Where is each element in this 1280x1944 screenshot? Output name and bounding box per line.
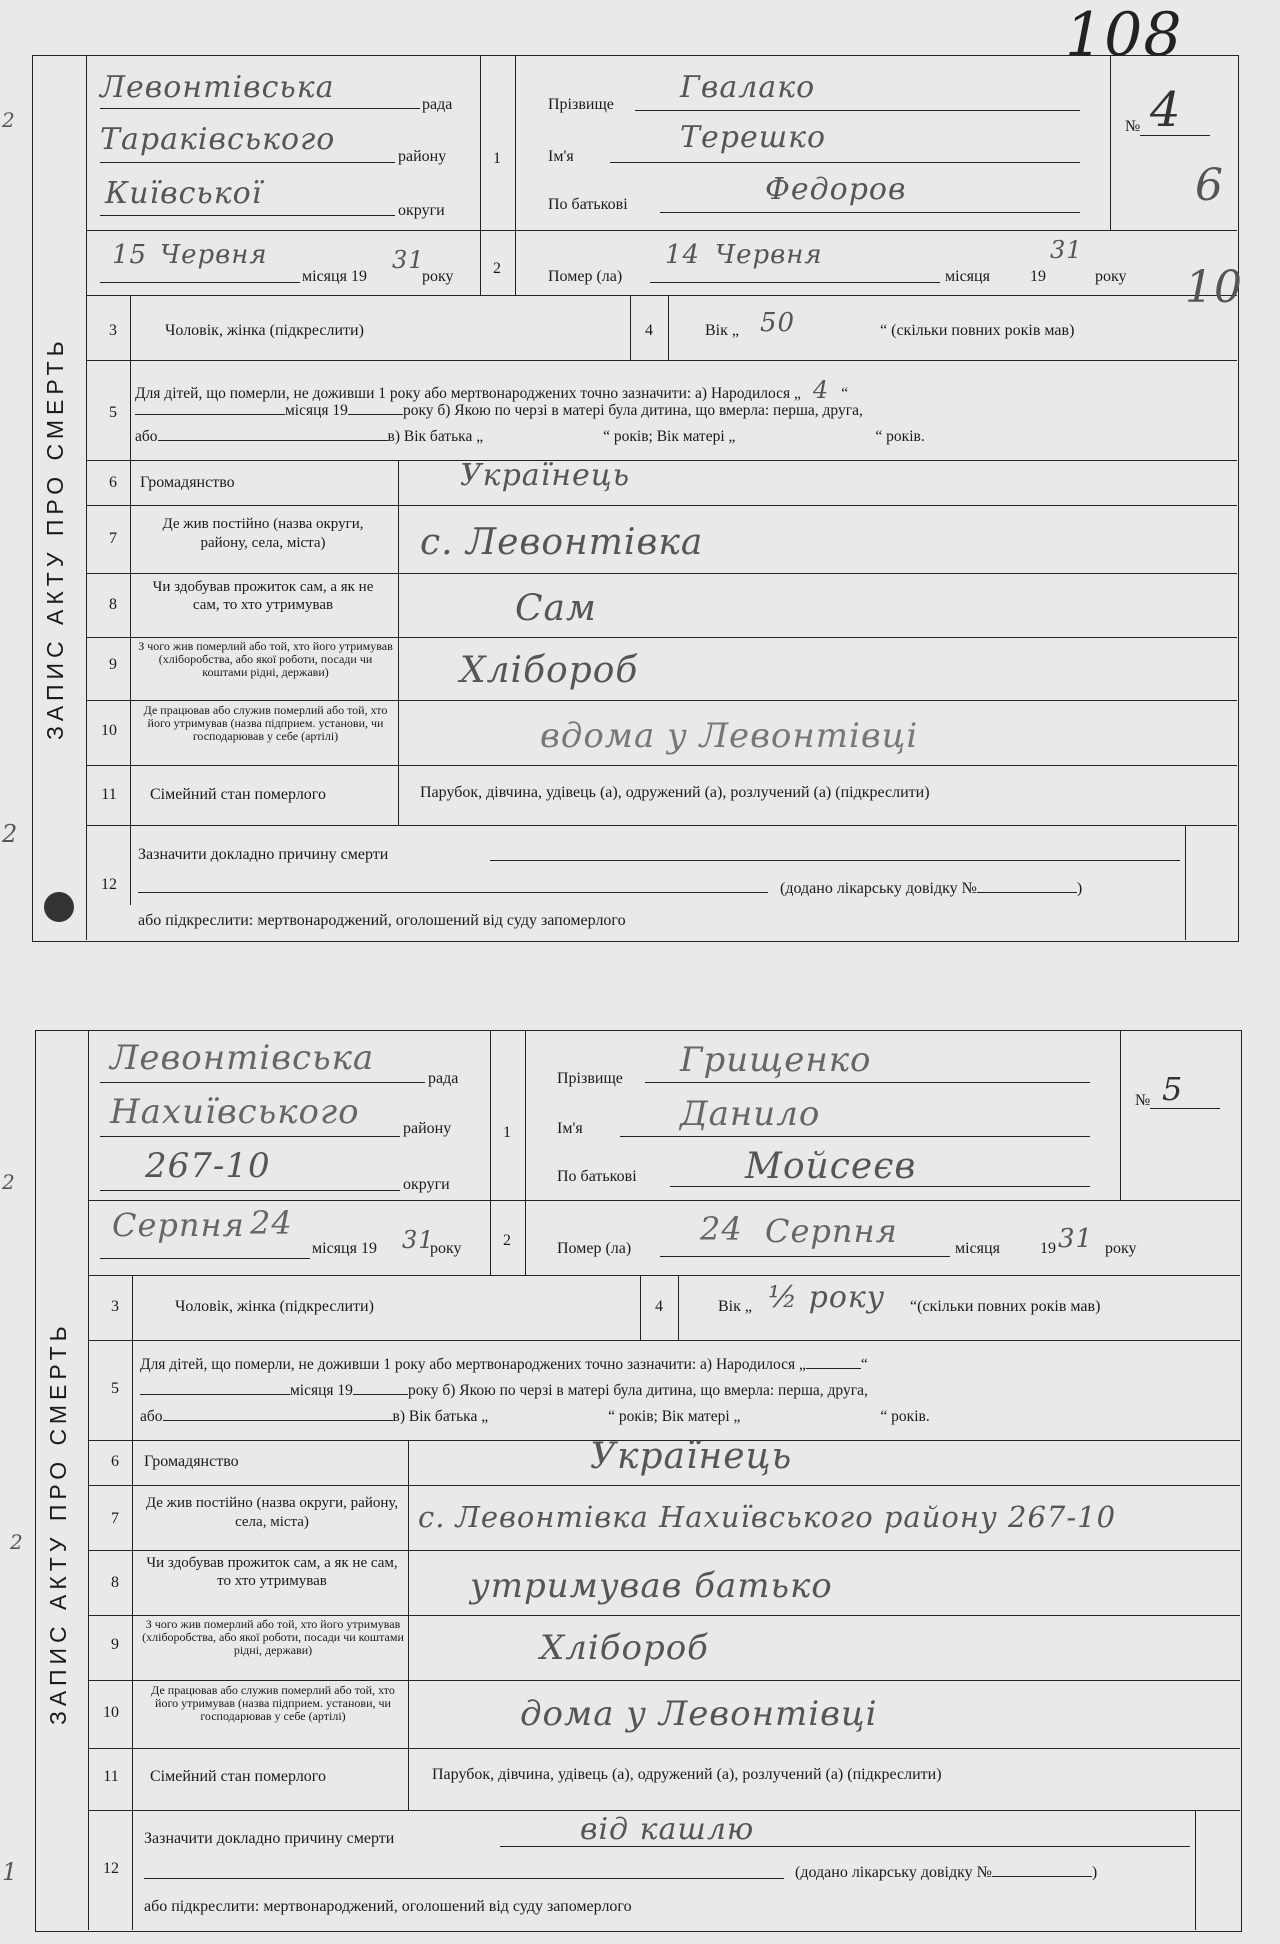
citizenship-label: Громадянство (140, 474, 235, 491)
residence-label: Де жив постійно (назва округи, району, села, міста) (145, 1495, 399, 1530)
stamp-icon (44, 892, 74, 922)
reg-month: Червня (160, 240, 268, 270)
surname-label: Прізвище (548, 96, 614, 113)
row5-text-3: або в) Вік батька „ “ років; Вік матері „ “ років. (140, 1408, 930, 1425)
death-year: 31 (1058, 1224, 1094, 1254)
citizenship-label: Громадянство (144, 1453, 239, 1470)
death-label: Помер (ла) (557, 1240, 632, 1257)
okruh-label: округи (398, 202, 445, 219)
record-number: 5 (1162, 1070, 1184, 1108)
age-value: ½ року (768, 1280, 886, 1315)
age-label: Вік „ (718, 1298, 752, 1315)
council-label: рада (422, 96, 453, 113)
residence-value: с. Левонтівка Нахиївського району 267-10 (418, 1500, 1117, 1534)
residence-label: Де жив постійно (назва округи, району, села, міста) (162, 516, 364, 551)
row-number: 10 (103, 1704, 119, 1721)
row-number: 2 (493, 260, 501, 277)
row-number: 4 (655, 1298, 663, 1315)
death-year-label: року (1095, 268, 1127, 285)
row5-text-2: місяця 19 року б) Якою по черзі в матері була дитина, що вмерла: перша, друга, (135, 402, 863, 420)
age-value: 50 (760, 308, 796, 338)
occupation-label: З чого жив померлий або той, хто його утримував (хліборобства, або якої роботи, посади чи коштами рідні, держави) (138, 639, 393, 679)
margin-note: 2 (10, 1530, 24, 1554)
sex-label: Чоловік, жінка (підкреслити) (165, 322, 364, 339)
row-number: 7 (111, 1510, 119, 1527)
patronymic-value: Федоров (765, 172, 907, 207)
reg-day: 15 (112, 240, 148, 270)
cause-value: від кашлю (580, 1812, 755, 1847)
workplace-label: Де працював або служив померлий або той, хто його утримував (назва підприем. установи, чи господарював у себе (артілі) (151, 1683, 395, 1723)
born-mark: 4 (812, 376, 830, 404)
occupation-value: Хлібороб (540, 1628, 709, 1668)
sex-label: Чоловік, жінка (підкреслити) (175, 1298, 374, 1315)
cause-alt: або підкреслити: мертвонароджений, оголошений від суду запомерлого (144, 1898, 632, 1915)
margin-mark: 6 (1195, 160, 1224, 211)
district-label: району (403, 1120, 452, 1137)
workplace-value: вдома у Левонтівці (540, 716, 919, 756)
marital-value: Парубок, дівчина, удівець (а), одружений (а), розлучений (а) (підкреслити) (420, 784, 930, 801)
death-month: Серпня (765, 1212, 898, 1250)
margin-note: 2 (2, 820, 19, 848)
death-day: 14 (665, 240, 701, 270)
margin-note: 1 (2, 1858, 19, 1886)
surname-value: Грищенко (680, 1040, 872, 1080)
occupation-label: З чого жив померлий або той, хто його утримував (хліборобства, або якої роботи, посади чи коштами рідні, держави) (142, 1617, 404, 1657)
row-number: 1 (503, 1124, 511, 1141)
record-no-label: № (1125, 118, 1141, 135)
marital-value: Парубок, дівчина, удівець (а), одружений (а), розлучений (а) (підкреслити) (432, 1766, 942, 1783)
okruh-value: Київської (105, 176, 263, 211)
reg-month-label: місяця 19 (312, 1240, 377, 1257)
age-label: Вік „ (705, 322, 739, 339)
patronymic-value: Мойсеєв (745, 1146, 917, 1187)
reg-year: 31 (392, 246, 425, 274)
citizenship-value: Українець (460, 458, 631, 493)
reg-month: Серпня (112, 1206, 245, 1244)
livelihood-label: Чи здобував прожиток сам, а як не сам, то хто утримував (146, 1555, 398, 1589)
death-month-label: місяця (955, 1240, 1000, 1257)
age-note: “ (скільки повних років мав) (880, 322, 1075, 339)
row-number: 2 (503, 1232, 511, 1249)
row-number: 12 (103, 1860, 119, 1877)
district-label: району (398, 148, 447, 165)
row-number: 4 (645, 322, 653, 339)
patronymic-label: По батькові (548, 196, 628, 213)
row5-text-3: або в) Вік батька „ “ років; Вік матері „ “ років. (135, 428, 925, 445)
citizenship-value: Українець (590, 1436, 793, 1477)
reg-year-label: року (430, 1240, 462, 1257)
reg-year: 31 (402, 1226, 435, 1254)
row-number: 8 (111, 1574, 119, 1591)
name-label: Ім'я (548, 148, 574, 165)
council-value: Левонтівська (100, 70, 335, 105)
row-number: 8 (109, 596, 117, 613)
row5-text-1: Для дітей, що померли, не доживши 1 року або мертвонароджених точно зазначити: а) Народилося „ “ (140, 1356, 868, 1373)
patronymic-label: По батькові (557, 1168, 637, 1185)
district-value: Нахиївського (110, 1092, 360, 1132)
row-number: 3 (111, 1298, 119, 1315)
record-title: ЗАПИС АКТУ ПРО СМЕРТЬ (42, 336, 68, 740)
workplace-label: Де працював або служив померлий або той, хто його утримував (назва підприем. установи, чи господарював у себе (артілі) (143, 703, 388, 743)
cause-label: Зазначити докладно причину смерти (144, 1830, 395, 1847)
death-year-prefix: 19 (1040, 1240, 1056, 1257)
workplace-value: дома у Левонтівці (520, 1694, 878, 1734)
row5-text-1: Для дітей, що померли, не доживши 1 року або мертвонароджених точно зазначити: а) Народилося „ 4 “ (135, 376, 849, 404)
residence-value: с. Левонтівка (420, 522, 704, 563)
row-number: 10 (101, 722, 117, 739)
record-title: ЗАПИС АКТУ ПРО СМЕРТЬ (45, 1321, 71, 1725)
okruh-value: 267-10 (145, 1146, 271, 1186)
row-number: 6 (111, 1453, 119, 1470)
council-value: Левонтівська (110, 1038, 375, 1078)
row5-text-2: місяця 19 року б) Якою по черзі в матері була дитина, що вмерла: перша, друга, (140, 1382, 868, 1400)
surname-label: Прізвище (557, 1070, 623, 1087)
surname-value: Гвалако (680, 70, 816, 105)
livelihood-value: утримував батько (470, 1566, 833, 1606)
cause-label: Зазначити докладно причину смерти (138, 846, 389, 863)
death-label: Помер (ла) (548, 268, 623, 285)
okruh-label: округи (403, 1176, 450, 1193)
name-value: Терешко (680, 120, 827, 155)
council-label: рада (428, 1070, 459, 1087)
name-label: Ім'я (557, 1120, 583, 1137)
livelihood-label: Чи здобував прожиток сам, а як не сам, то хто утримував (152, 579, 374, 613)
death-month-label: місяця (945, 268, 990, 285)
row-number: 7 (109, 530, 117, 547)
death-year-label: року (1105, 1240, 1137, 1257)
row-number: 11 (101, 786, 117, 803)
row-number: 12 (101, 876, 117, 893)
row-number: 5 (109, 404, 117, 421)
marital-label: Сімейний стан померлого (150, 786, 326, 803)
row-number: 6 (109, 474, 117, 491)
reg-day: 24 (250, 1204, 293, 1242)
cause-cert: (додано лікарську довідку № ) (780, 880, 1083, 897)
reg-month-label: місяця 19 (302, 268, 367, 285)
row-number: 1 (493, 150, 501, 167)
record-no-label: № (1135, 1092, 1151, 1109)
death-month: Червня (715, 240, 823, 270)
row-number: 11 (103, 1768, 119, 1785)
margin-note: 2 (2, 108, 16, 132)
margin-note: 2 (2, 1170, 16, 1194)
cause-cert: (додано лікарську довідку № ) (795, 1864, 1098, 1881)
row-number: 5 (111, 1380, 119, 1397)
record-number: 4 (1150, 82, 1182, 138)
sheet-number: 108 (1065, 0, 1183, 70)
death-year-prefix: 19 (1030, 268, 1046, 285)
reg-year-label: року (422, 268, 454, 285)
livelihood-value: Сам (515, 588, 597, 629)
marital-label: Сімейний стан померлого (150, 1768, 326, 1785)
occupation-value: Хлібороб (460, 650, 639, 691)
age-note: “(скільки повних років мав) (910, 1298, 1101, 1315)
death-day: 24 (700, 1210, 743, 1248)
row-number: 3 (109, 322, 117, 339)
cause-alt: або підкреслити: мертвонароджений, оголошений від суду запомерлого (138, 912, 626, 929)
row-number: 9 (109, 656, 117, 673)
district-value: Тараківського (100, 122, 336, 157)
death-year: 31 (1050, 236, 1083, 264)
name-value: Данило (680, 1094, 821, 1134)
row-number: 9 (111, 1636, 119, 1653)
margin-mark: 10 (1185, 262, 1243, 313)
